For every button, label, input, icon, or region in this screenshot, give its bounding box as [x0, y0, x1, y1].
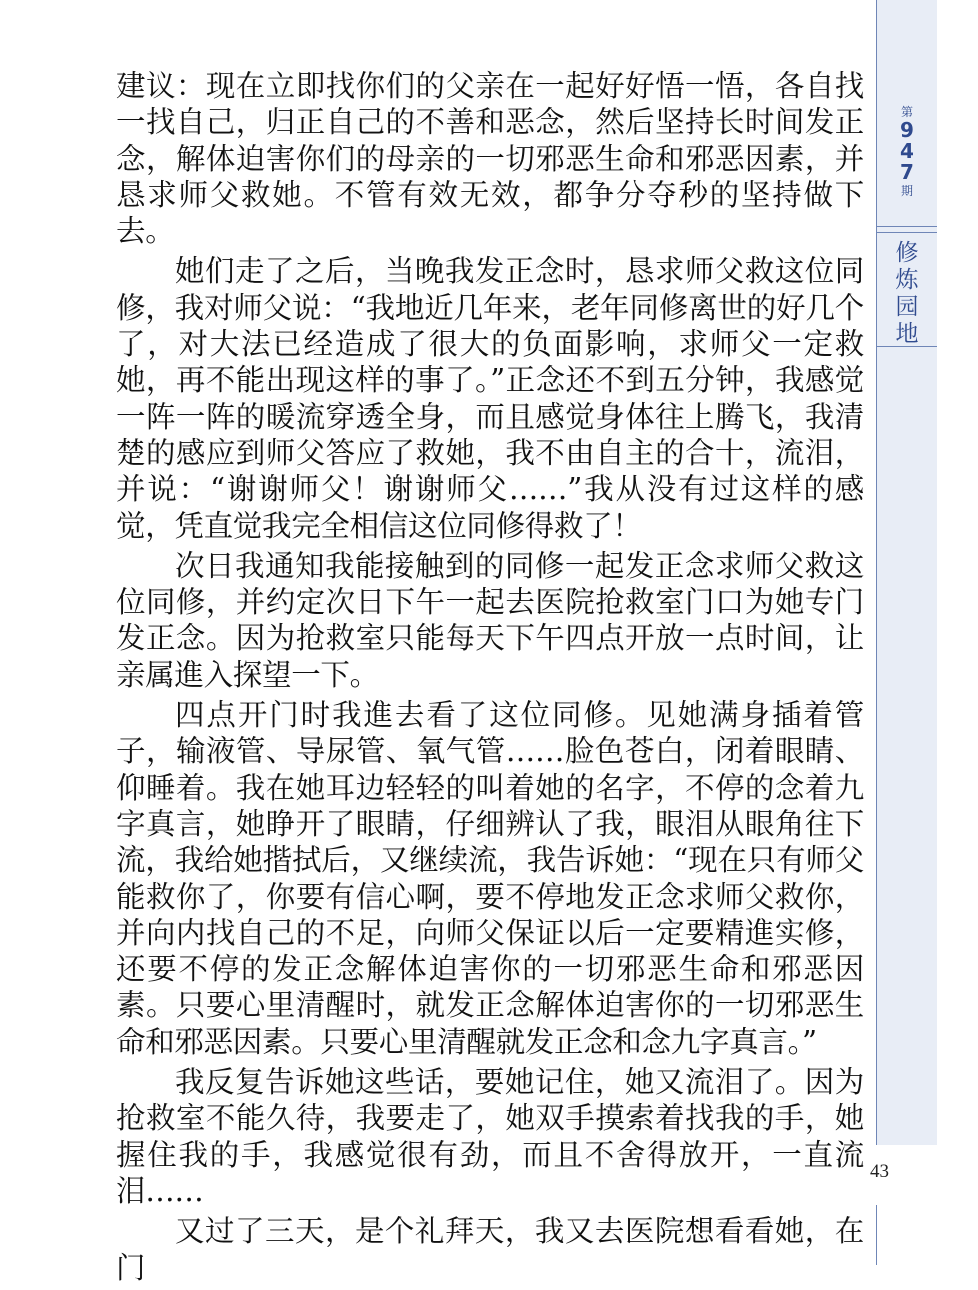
section-char: 园 — [895, 294, 919, 320]
sidebar-divider-top-2 — [877, 232, 937, 233]
sidebar-divider-top — [877, 226, 937, 227]
section-char: 炼 — [895, 267, 919, 293]
sidebar-tab — [876, 0, 937, 1145]
issue-number — [877, 120, 937, 183]
issue-digit: 7 — [900, 160, 914, 184]
section-char: 地 — [895, 321, 919, 347]
issue-prefix: 第 — [900, 105, 913, 119]
paragraph-4: 四点开门时我進去看了这位同修。见她满身插着管子，输液管、导尿管、氧气管……脸色苍白，闭着眼睛、仰睡着。我在她耳边轻轻的叫着她的名字，不停的念着九字真言，她睁开了眼睛，仔细辨认了我，眼泪从眼角往下流，我给她揩拭后，又继续流，我告诉她：“现在只有师父能救你了，你要有信心啊，要不停地发正念求师父救你，并向内找自己的不足，向师父保证以后一定要精進实修，还要不停的发正念解体迫害你的一切邪恶生命和邪恶因素。只要心里清醒时，就发正念解体迫害你的一切邪恶生命和邪恶因素。只要心里清醒就发正念和念九字真言。” — [116, 698, 864, 1059]
margin-rule — [876, 1205, 877, 1265]
issue-digit: 9 — [900, 118, 914, 142]
section-title — [877, 240, 937, 348]
page-number: 43 — [870, 1161, 889, 1182]
paragraph-2: 她们走了之后，当晚我发正念时，恳求师父救这位同修，我对师父说：“我地近几年来，老年同修离世的好几个了，对大法已经造成了很大的负面影响，求师父一定救她，再不能出现这样的事了。”正念还不到五分钟，我感觉一阵一阵的暖流穿透全身，而且感觉身体往上腾飞，我清楚的感应到师父答应了救她，我不由自主的合十，流泪，并说：“谢谢师父！谢谢师父……”我从没有过这样的感觉，凭直觉我完全相信这位同修得救了！ — [116, 254, 864, 543]
issue-label — [877, 104, 937, 224]
sidebar-divider-bottom — [877, 346, 937, 347]
paragraph-5: 我反复告诉她这些话，要她记住，她又流泪了。因为抢救室不能久待，我要走了，她双手摸索着找我的手，她握住我的手，我感觉很有劲，而且不舍得放开，一直流泪…… — [116, 1065, 864, 1208]
article-body — [116, 68, 864, 1290]
paragraph-3: 次日我通知我能接触到的同修一起发正念求师父救这位同修，并约定次日下午一起去医院抢救室门口为她专门发正念。因为抢救室只能每天下午四点开放一点时间，让亲属進入探望一下。 — [116, 548, 864, 692]
paragraph-1: 建议：现在立即找你们的父亲在一起好好悟一悟，各自找一找自己，归正自己的不善和恶念，然后坚持长时间发正念，解体迫害你们的母亲的一切邪恶生命和邪恶因素，并恳求师父救她。不管有效无效，都争分夺秒的坚持做下去。 — [116, 69, 864, 249]
paragraph-6: 又过了三天，是个礼拜天，我又去医院想看看她，在门 — [116, 1214, 864, 1285]
issue-digit: 4 — [900, 139, 914, 163]
issue-suffix: 期 — [900, 184, 913, 198]
section-char: 修 — [895, 240, 919, 266]
